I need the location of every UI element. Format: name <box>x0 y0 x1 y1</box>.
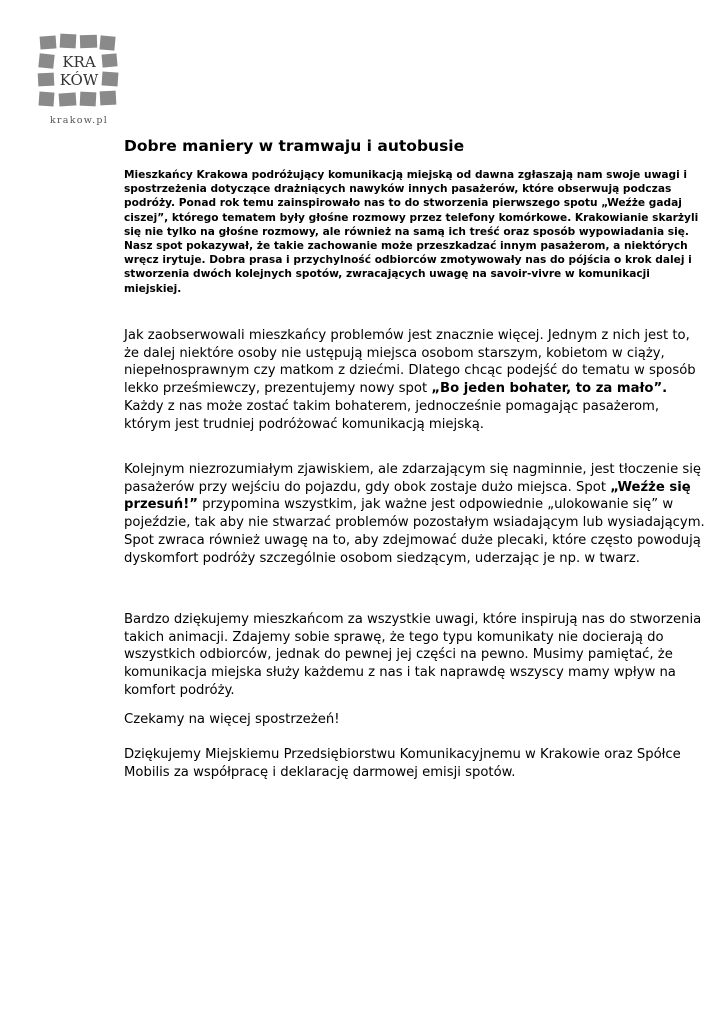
logo-line-1: KRA <box>62 53 96 71</box>
logo-line-2: KÓW <box>59 71 99 89</box>
lead-paragraph: Mieszkańcy Krakowa podróżujący komunikacją miejską od dawna zgłaszają nam swoje uwagi i spostrzeżenia dotyczące drażniących nawyków innych pasażerów, które obserwują podczas podróży. Ponad rok temu zainspirowało nas to do stworzenia pierwszego spotu „Weźże gadaj ciszej”, którego tematem były głośne rozmowy przez telefony komórkowe. Krakowianie skarżyli się nie tylko na głośne rozmowy, ale również na samą ich treść oraz sposób wypowiadania się. Nasz spot pokazywał, że takie zachowanie może przeszkadzać innym pasażerom, a niektórych wręcz irytuje. Dobra prasa i przychylność odbiorców zmotywowały nas do pójścia o krok dalej i stworzenia dwóch kolejnych spotów, zwracających uwagę na savoir-vivre w komunikacji miejskiej. <box>124 169 699 295</box>
paragraph-1 <box>124 327 708 433</box>
spot-title-hero: „Bo jeden bohater, to za mało”. <box>431 381 668 397</box>
spot-title-move: „Weźże się przesuń!” <box>124 479 691 513</box>
paragraph-4: Czekamy na więcej spostrzeżeń! <box>124 712 340 727</box>
paragraph-3: Bardzo dziękujemy mieszkańcom za wszystkie uwagi, które inspirują nas do stworzenia takich animacji. Zdajemy sobie sprawę, że tego typu komunikaty nie docierają do wszystkich odbiorców, jednak do pewnej jej części na pewno. Musimy pamiętać, że komunikacja miejska służy każdemu z nas i tak naprawdę wszyscy mamy wpływ na komfort podróży. <box>124 612 702 698</box>
paragraph-5: Dziękujemy Miejskiemu Przedsiębiorstwu Komunikacyjnemu w Krakowie oraz Spółce Mobilis za współpracę i deklarację darmowej emisji spotów. <box>124 747 681 780</box>
logo-url: krakow.pl <box>49 115 109 126</box>
paragraph-1-text-b: Każdy z nas może zostać takim bohaterem, jednocześnie pomagając pasażerom, którym jest trudniej podróżować komunikacją miejską. <box>124 381 676 432</box>
paragraph-2-text-a: Kolejnym niezrozumiałym zjawiskiem, ale zdarzającym się nagminnie, jest tłoczenie się pasażerów przy wejściu do pojazdu, gdy obok zostaje dużo miejsca. Spot <box>124 462 702 495</box>
paragraph-2-text-b: przypomina wszystkim, jak ważne jest odpowiednie „ulokowanie się” w pojeździe, tak aby nie stwarzać problemów pozostałym wsiadającym lub wysiadającym. Spot zwraca również uwagę na to, aby zdejmować duże plecaki, które często powodują dyskomfort podróży szczególnie osobom siedzącym, uderzając je np. w twarz. <box>124 497 705 566</box>
document-title: Dobre maniery w tramwaju i autobusie <box>124 137 465 155</box>
paragraph-2 <box>124 461 708 567</box>
paragraph-1-text-a: Jak zaobserwowali mieszkańcy problemów jest znacznie więcej. Jednym z nich jest to, że dalej niektóre osoby nie ustępują miejsca osobom starszym, kobietom w ciąży, niepełnosprawnym czy matkom z dziećmi. Dlatego chcąc podejść do tematu w sposób lekko prześmiewczy, prezentujemy nowy spot <box>124 328 696 397</box>
krakow-logo <box>36 32 122 128</box>
